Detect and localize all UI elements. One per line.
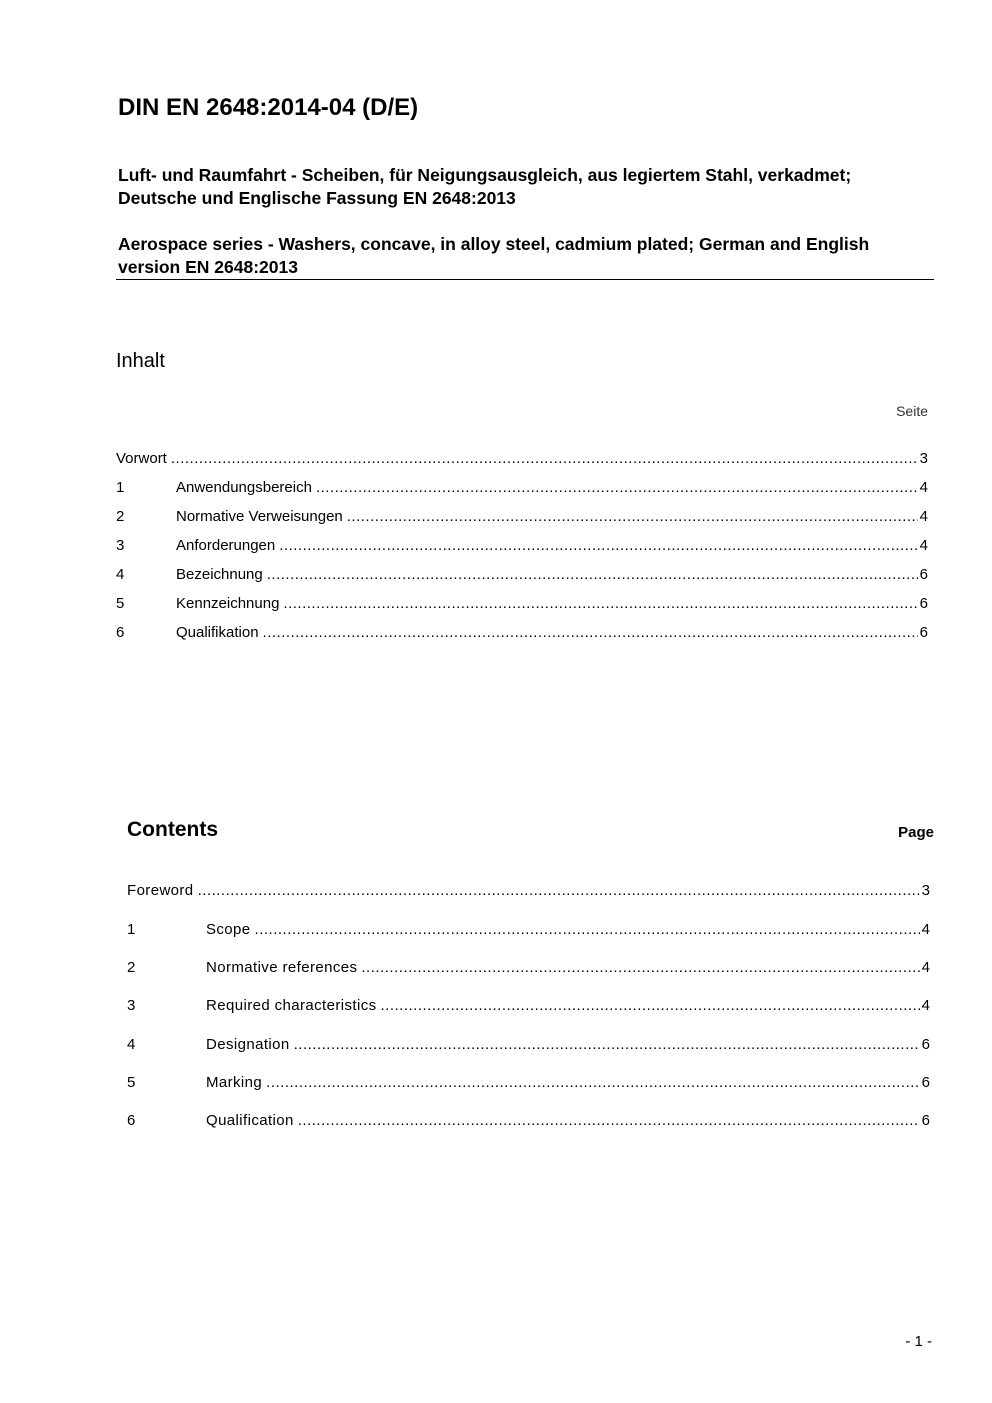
toc-entry-label: Designation [206,1036,290,1053]
toc-leader-dots [316,479,918,496]
toc-entry-marking[interactable] [127,1074,930,1091]
toc-entry-label: Marking [206,1074,263,1091]
subtitle-german: Luft- und Raumfahrt - Scheiben, für Neigungsausgleich, aus legiertem Stahl, verkadmet; Deutsche und Englische Fassung EN 2648:2013 [118,165,852,208]
toc-leader-dots [279,537,917,554]
toc-entry-number: 3 [127,997,136,1014]
toc-entry-page: 4 [919,479,928,496]
toc-page-label-german: Seite [896,403,928,419]
toc-entry-number: 5 [127,1074,136,1091]
toc-leader-dots [266,1074,920,1091]
toc-entry-label: Qualification [206,1112,294,1129]
toc-leader-dots [298,1112,920,1129]
toc-entry-qualification[interactable] [127,1112,930,1129]
toc-entry-page: 4 [921,997,930,1014]
toc-entry-label: Kennzeichnung [176,595,280,612]
toc-entry-label: Bezeichnung [176,566,263,583]
toc-entry-page: 6 [919,595,928,612]
toc-entry-page: 4 [921,959,930,976]
toc-entry-page: 6 [921,1112,930,1129]
toc-leader-dots [267,566,918,583]
toc-leader-dots [347,508,918,525]
toc-entry-page: 4 [919,537,928,554]
toc-entry-page: 6 [921,1036,930,1053]
toc-entry-label: Normative references [206,959,358,976]
toc-entry-page: 4 [921,921,930,938]
toc-entry-required-characteristics[interactable] [127,997,930,1014]
toc-entry-bezeichnung[interactable] [116,566,928,583]
toc-entry-label: Vorwort [116,450,167,467]
document-title: DIN EN 2648:2014-04 (D/E) [118,94,419,121]
toc-entry-anwendungsbereich[interactable] [116,479,928,496]
toc-entry-label: Anforderungen [176,537,276,554]
toc-entry-scope[interactable] [127,921,930,938]
toc-leader-dots [198,882,920,899]
toc-entry-number: 4 [116,566,125,583]
toc-entry-qualifikation[interactable] [116,624,928,641]
page-number: - 1 - [905,1333,932,1350]
toc-entry-number: 6 [127,1112,136,1129]
toc-entry-kennzeichnung[interactable] [116,595,928,612]
toc-entry-number: 6 [116,624,125,641]
toc-entry-label: Foreword [127,882,194,899]
toc-entry-page: 3 [919,450,928,467]
toc-page-label-english: Page [898,824,934,841]
toc-leader-dots [171,450,918,467]
toc-entry-number: 2 [116,508,125,525]
toc-entry-number: 1 [116,479,125,496]
toc-entry-number: 2 [127,959,136,976]
toc-entry-normative-verweisungen[interactable] [116,508,928,525]
toc-leader-dots [361,959,919,976]
toc-entry-label: Anwendungsbereich [176,479,312,496]
toc-entry-label: Scope [206,921,251,938]
toc-entry-number: 5 [116,595,125,612]
toc-entry-page: 6 [921,1074,930,1091]
toc-entry-page: 6 [919,566,928,583]
toc-entry-page: 3 [921,882,930,899]
toc-heading-english: Contents [127,818,218,841]
toc-entry-vorwort[interactable] [116,450,928,467]
toc-leader-dots [381,997,920,1014]
toc-entry-label: Required characteristics [206,997,377,1014]
title-divider [116,279,934,280]
toc-entry-label: Normative Verweisungen [176,508,343,525]
toc-entry-normative-references[interactable] [127,959,930,976]
toc-leader-dots [283,595,917,612]
subtitle-english: Aerospace series - Washers, concave, in alloy steel, cadmium plated; German and English version EN 2648:2013 [118,234,870,277]
toc-entry-number: 4 [127,1036,136,1053]
toc-entry-number: 1 [127,921,136,938]
toc-entry-page: 6 [919,624,928,641]
toc-entry-anforderungen[interactable] [116,537,928,554]
toc-heading-german: Inhalt [116,350,165,372]
toc-leader-dots [255,921,920,938]
toc-entry-foreword[interactable] [127,882,930,899]
toc-leader-dots [294,1036,920,1053]
toc-entry-number: 3 [116,537,125,554]
toc-entry-designation[interactable] [127,1036,930,1053]
toc-entry-page: 4 [919,508,928,525]
toc-entry-label: Qualifikation [176,624,259,641]
toc-leader-dots [263,624,918,641]
